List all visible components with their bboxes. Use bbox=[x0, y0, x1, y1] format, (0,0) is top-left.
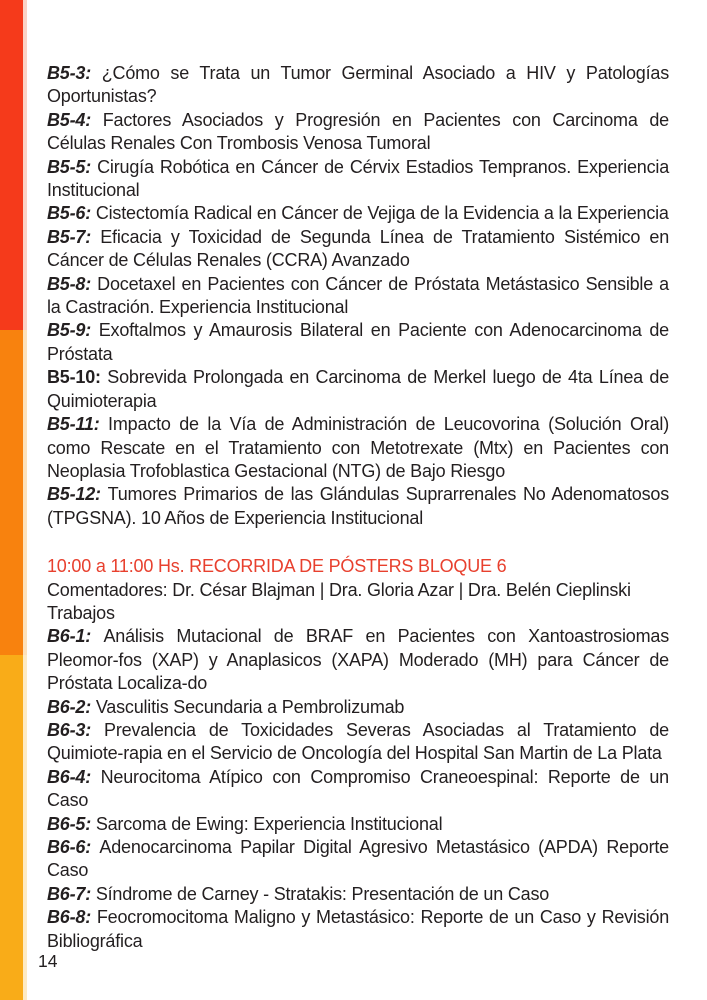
poster-entry: B6-2: Vasculitis Secundaria a Pembrolizumab bbox=[47, 696, 405, 717]
accent-bar-highlight-edge bbox=[23, 0, 27, 1000]
poster-code: B5-11: bbox=[47, 414, 100, 435]
poster-code: B5-7: bbox=[47, 226, 92, 247]
poster-code: B5-6: bbox=[47, 203, 92, 224]
poster-code: B6-8: bbox=[47, 907, 92, 928]
poster-entry: B6-6: Adenocarcinoma Papilar Digital Agresivo Metastásico (APDA) Reporte Caso bbox=[47, 837, 669, 881]
poster-code: B5-8: bbox=[47, 273, 92, 294]
poster-entry: B5-10: Sobrevida Prolongada en Carcinoma de Merkel luego de 4ta Línea de Quimioterapia bbox=[47, 367, 669, 411]
poster-entry: B5-4: Factores Asociados y Progresión en Pacientes con Carcinoma de Células Renales Con Trombosis Venosa Tumoral bbox=[47, 109, 669, 154]
poster-code: B5-3: bbox=[47, 63, 92, 83]
works-label: Trabajos bbox=[47, 602, 115, 623]
poster-entry: B5-6: Cistectomía Radical en Cáncer de Vejiga de la Evidencia a la Experiencia bbox=[47, 203, 669, 224]
poster-entry: B5-12: Tumores Primarios de las Glándulas Suprarrenales No Adenomatosos (TPGSNA). 10 Años de Experiencia Institucional bbox=[47, 484, 669, 528]
accent-bar-orange-segment bbox=[0, 330, 23, 655]
poster-code: B6-3: bbox=[47, 719, 92, 740]
poster-entry: B6-4: Neurocitoma Atípico con Compromiso Craneoespinal: Reporte de un Caso bbox=[47, 766, 669, 811]
poster-code: B6-4: bbox=[47, 766, 92, 787]
poster-entry: B5-7: Eficacia y Toxicidad de Segunda Línea de Tratamiento Sistémico en Cáncer de Células Renales (CCRA) Avanzado bbox=[47, 226, 669, 271]
accent-bar bbox=[0, 0, 23, 1000]
poster-list-bloque5 bbox=[47, 62, 669, 530]
session-bloque6 bbox=[47, 555, 669, 953]
poster-entry: B5-5: Cirugía Robótica en Cáncer de Cérvix Estadios Tempranos. Experiencia Institucional bbox=[47, 156, 669, 201]
poster-entry: B5-3: ¿Cómo se Trata un Tumor Germinal Asociado a HIV y Patologías Oportunistas? bbox=[47, 63, 669, 107]
accent-bar-edge-orange bbox=[23, 330, 27, 655]
poster-entry: B6-8: Feocromocitoma Maligno y Metastásico: Reporte de un Caso y Revisión Bibliográfica bbox=[47, 907, 669, 951]
poster-code: B6-1: bbox=[47, 626, 92, 647]
poster-entry: B5-8: Docetaxel en Pacientes con Cáncer de Próstata Metástasico Sensible a la Castración. Experiencia Institucional bbox=[47, 273, 669, 318]
poster-code: B5-4: bbox=[47, 109, 92, 130]
accent-bar-red-segment bbox=[0, 0, 23, 330]
poster-code: B6-5: bbox=[47, 813, 92, 834]
session-heading: 10:00 a 11:00 Hs. RECORRIDA DE PÓSTERS BLOQUE 6 bbox=[47, 556, 507, 577]
poster-code: B5-5: bbox=[47, 156, 92, 177]
poster-entry: B5-9: Exoftalmos y Amaurosis Bilateral en Paciente con Adenocarcinoma de Próstata bbox=[47, 320, 669, 364]
poster-entry: B6-1: Análisis Mutacional de BRAF en Pacientes con Xantoastrosiomas Pleomor-fos (XAP) y Anaplasicos (XAPA) Moderado (MH) para Cáncer de Próstata Localiza-do bbox=[47, 626, 669, 694]
accent-bar-edge-red bbox=[23, 0, 27, 330]
poster-code: B5-12: bbox=[47, 484, 101, 505]
page-number: 14 bbox=[38, 951, 58, 971]
poster-entry: B6-7: Síndrome de Carney - Stratakis: Presentación de un Caso bbox=[47, 883, 550, 904]
poster-entry: B6-5: Sarcoma de Ewing: Experiencia Institucional bbox=[47, 813, 443, 834]
poster-entry: B5-11: Impacto de la Vía de Administración de Leucovorina (Solución Oral) como Rescate en el Tratamiento con Metotrexate (Mtx) en Pacientes con Neoplasia Trofoblastica Gestacional (NTG) de Bajo Riesgo bbox=[47, 414, 669, 481]
poster-code: B6-6: bbox=[47, 837, 92, 857]
poster-code: B6-7: bbox=[47, 883, 92, 904]
program-text-column bbox=[47, 62, 669, 953]
poster-code: B5-10: bbox=[47, 367, 101, 388]
poster-code: B6-2: bbox=[47, 696, 92, 717]
accent-bar-amber-segment bbox=[0, 655, 23, 1000]
commentators-line: Comentadores: Dr. César Blajman | Dra. Gloria Azar | Dra. Belén Cieplinski bbox=[47, 579, 631, 600]
accent-bar-edge-amber bbox=[23, 655, 27, 1000]
poster-list-bloque6 bbox=[47, 625, 669, 953]
poster-entry: B6-3: Prevalencia de Toxicidades Severas Asociadas al Tratamiento de Quimiote-rapia en el Servicio de Oncología del Hospital San Martin de La Plata bbox=[47, 719, 669, 764]
poster-code: B5-9: bbox=[47, 320, 92, 341]
